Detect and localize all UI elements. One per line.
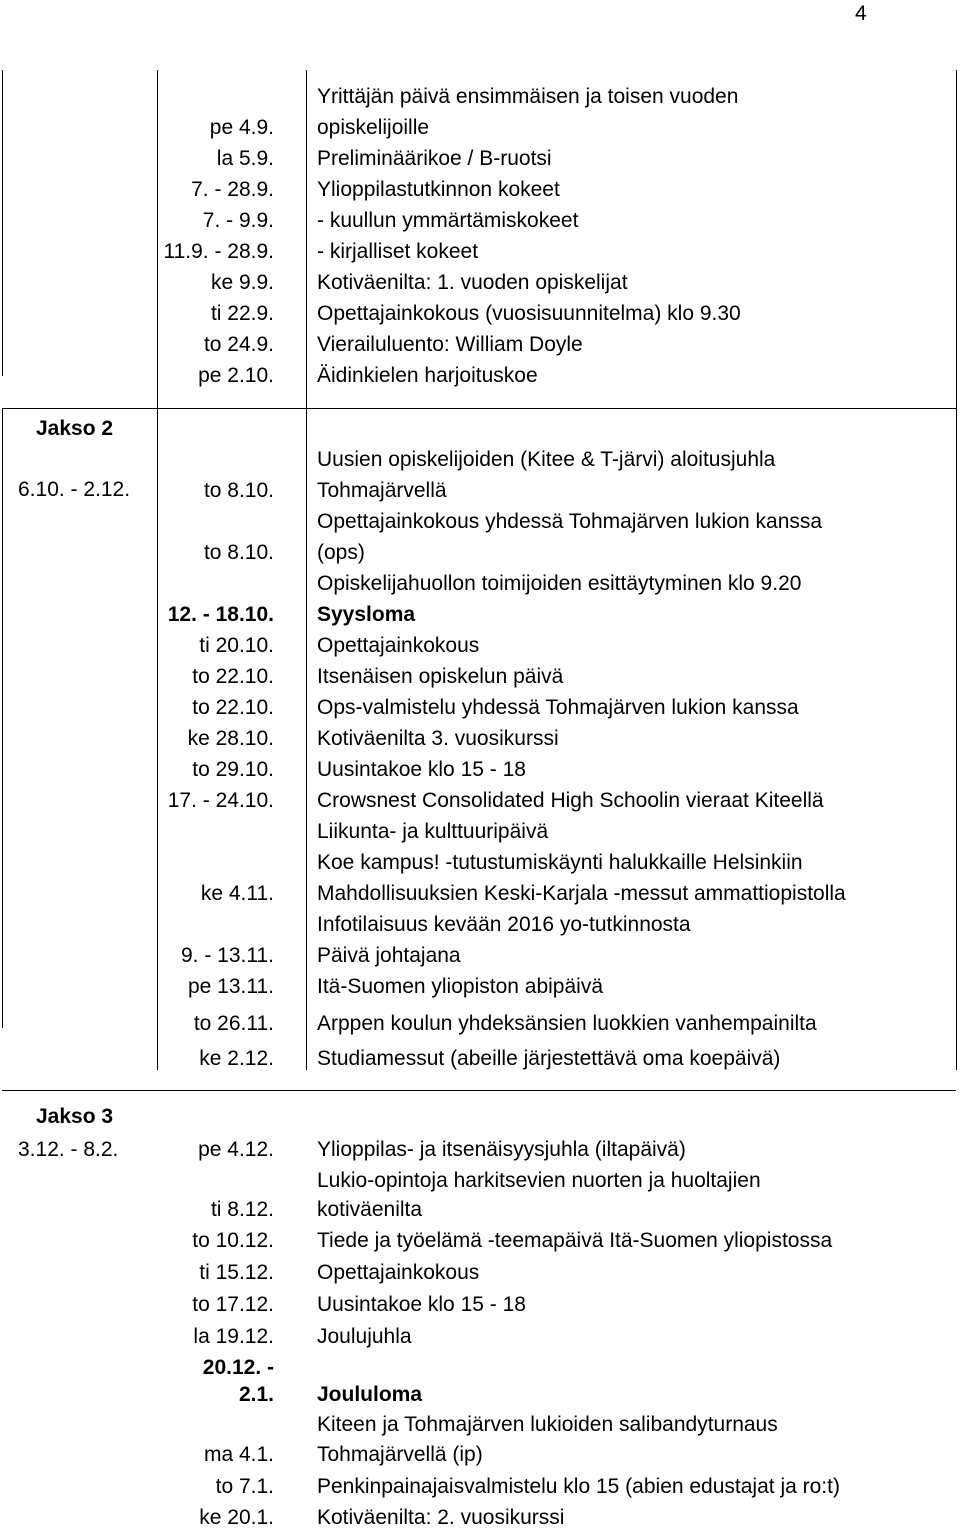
event-text: Opettajainkokous (vuosisuunnitelma) klo 9.30 [317, 302, 741, 325]
event-text: Mahdollisuuksien Keski-Karjala -messut ammattiopistolla [317, 882, 846, 905]
section-date-range: 6.10. - 2.12. [18, 478, 131, 501]
event-date: pe 4.9. [209, 116, 274, 139]
table-rule [157, 70, 158, 1070]
event-date: ti 22.9. [210, 302, 274, 325]
event-text: Kotiväenilta 3. vuosikurssi [317, 727, 559, 750]
event-date: ma 4.1. [203, 1443, 274, 1466]
event-text: (ops) [317, 541, 365, 564]
event-text: Tiede ja työelämä -teemapäivä Itä-Suomen yliopistossa [317, 1229, 833, 1252]
event-date: to 10.12. [192, 1229, 274, 1252]
event-text: Opettajainkokous yhdessä Tohmajärven lukion kanssa [317, 510, 823, 533]
event-text: Uusien opiskelijoiden (Kitee & T-järvi) aloitusjuhla [317, 448, 776, 471]
event-date: to 22.10. [192, 665, 274, 688]
event-date: la 19.12. [193, 1325, 274, 1348]
event-text: Arppen koulun yhdeksänsien luokkien vanhempainilta [317, 1012, 817, 1035]
event-date: ke 28.10. [187, 727, 274, 750]
table-rule [956, 70, 957, 1070]
section-heading: Jakso 3 [36, 1105, 114, 1128]
event-date: to 29.10. [192, 758, 274, 781]
event-text: Liikunta- ja kulttuuripäivä [317, 820, 549, 843]
event-text: Kiteen ja Tohmajärven lukioiden salibandyturnaus [317, 1413, 778, 1436]
event-date: to 24.9. [203, 333, 274, 356]
event-text: Tohmajärvellä [317, 479, 447, 502]
event-text: Ylioppilas- ja itsenäisyysjuhla (iltapäivä) [317, 1138, 686, 1161]
event-text: Opiskelijahuollon toimijoiden esittäytyminen klo 9.20 [317, 572, 802, 595]
event-text: Opettajainkokous [317, 634, 480, 657]
event-date: pe 2.10. [198, 364, 274, 387]
event-text: - kirjalliset kokeet [317, 240, 479, 263]
event-date: ke 2.12. [199, 1047, 274, 1070]
section-heading: Jakso 2 [36, 417, 114, 440]
event-text: Kotiväenilta: 2. vuosikurssi [317, 1506, 565, 1529]
table-rule [2, 70, 3, 376]
event-date: 12. - 18.10. [167, 603, 274, 626]
event-date: 2.1. [238, 1383, 274, 1406]
event-text: Preliminäärikoe / B-ruotsi [317, 147, 552, 170]
event-text: Päivä johtajana [317, 944, 461, 967]
event-date: 11.9. - 28.9. [163, 240, 274, 263]
event-text: Ops-valmistelu yhdessä Tohmajärven lukion kanssa [317, 696, 799, 719]
event-text: Itsenäisen opiskelun päivä [317, 665, 564, 688]
event-text: Crowsnest Consolidated High Schoolin vieraat Kiteellä [317, 789, 824, 812]
event-text: Opettajainkokous [317, 1261, 480, 1284]
event-date: ke 20.1. [199, 1506, 274, 1529]
event-text: Kotiväenilta: 1. vuoden opiskelijat [317, 271, 628, 294]
event-text: Vierailuluento: William Doyle [317, 333, 583, 356]
event-date: ke 4.11. [200, 882, 274, 905]
event-text: Infotilaisuus kevään 2016 yo-tutkinnosta [317, 913, 691, 936]
event-text: Itä-Suomen yliopiston abipäivä [317, 975, 604, 998]
event-date: ti 8.12. [210, 1198, 274, 1221]
event-date: pe 13.11. [187, 975, 274, 998]
event-date: to 7.1. [215, 1475, 274, 1498]
section-date-range: 3.12. - 8.2. [18, 1138, 119, 1161]
table-rule [2, 1090, 956, 1091]
event-date: la 5.9. [216, 147, 274, 170]
event-text: kotiväenilta [317, 1198, 423, 1221]
table-rule [306, 70, 307, 1070]
event-text: Joulujuhla [317, 1325, 412, 1348]
event-date: pe 4.12. [198, 1138, 274, 1161]
event-text: Uusintakoe klo 15 - 18 [317, 758, 526, 781]
event-text: Tohmajärvellä (ip) [317, 1443, 483, 1466]
event-text: - kuullun ymmärtämiskokeet [317, 209, 579, 232]
event-date: 7. - 9.9. [202, 209, 274, 232]
event-date: to 8.10. [203, 541, 274, 564]
event-date: ti 15.12. [199, 1261, 274, 1284]
event-date: 17. - 24.10. [167, 789, 274, 812]
event-text: Uusintakoe klo 15 - 18 [317, 1293, 526, 1316]
table-rule [2, 408, 3, 1028]
event-text: Ylioppilastutkinnon kokeet [317, 178, 560, 201]
event-text: Studiamessut (abeille järjestettävä oma koepäivä) [317, 1047, 781, 1070]
event-date: to 26.11. [193, 1012, 274, 1035]
event-date: 9. - 13.11. [180, 944, 274, 967]
event-text: Joululoma [317, 1383, 423, 1406]
event-date: 7. - 28.9. [191, 178, 274, 201]
event-text: opiskelijoille [317, 116, 430, 139]
event-text: Lukio-opintoja harkitsevien nuorten ja huoltajien [317, 1169, 761, 1192]
page-number: 4 [855, 2, 867, 25]
event-date: to 17.12. [192, 1293, 274, 1316]
event-text: Yrittäjän päivä ensimmäisen ja toisen vuoden [317, 85, 739, 108]
event-date: ke 9.9. [210, 271, 274, 294]
event-text: Syysloma [317, 603, 416, 626]
table-rule [2, 408, 956, 409]
event-text: Äidinkielen harjoituskoe [317, 364, 538, 387]
event-date: to 8.10. [203, 479, 274, 502]
event-date: to 22.10. [192, 696, 274, 719]
event-text: Penkinpainajaisvalmistelu klo 15 (abien edustajat ja ro:t) [317, 1475, 840, 1498]
event-text: Koe kampus! -tutustumiskäynti halukkaille Helsinkiin [317, 851, 803, 874]
event-date: 20.12. - [202, 1356, 274, 1379]
event-date: ti 20.10. [199, 634, 274, 657]
